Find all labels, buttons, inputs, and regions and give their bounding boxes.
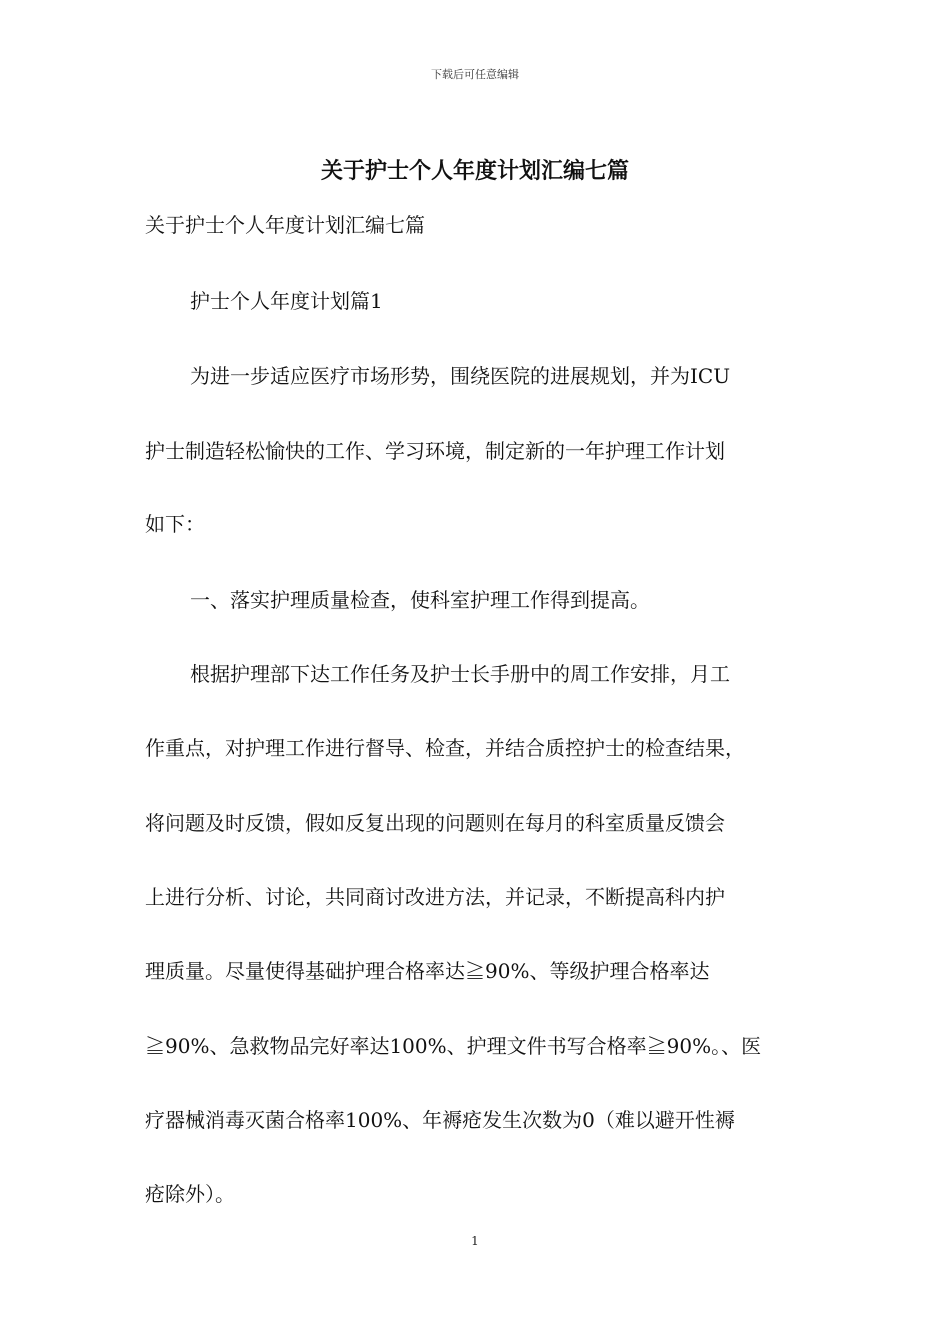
paragraph-line: 为进一步适应医疗市场形势，围绕医院的进展规划，并为ICU	[190, 364, 731, 388]
paragraph-line: 护士制造轻松愉快的工作、学习环境，制定新的一年护理工作计划	[145, 439, 725, 463]
paragraph-line: 作重点，对护理工作进行督导、检查，并结合质控护士的检查结果，	[145, 736, 745, 760]
item-heading: 一、落实护理质量检查，使科室护理工作得到提高。	[190, 588, 650, 612]
paragraph-line: 理质量。尽量使得基础护理合格率达≧90%、等级护理合格率达	[145, 959, 710, 983]
paragraph-line: 疗器械消毒灭菌合格率100%、年褥疮发生次数为0（难以避开性褥	[145, 1108, 735, 1132]
header-note: 下载后可任意编辑	[431, 68, 519, 81]
paragraph-line: 如下：	[145, 512, 205, 536]
paragraph-line: 上进行分析、讨论，共同商讨改进方法，并记录，不断提高科内护	[145, 885, 725, 909]
page-number: 1	[471, 1234, 479, 1248]
section-heading: 护士个人年度计划篇1	[190, 289, 383, 313]
subtitle-line: 关于护士个人年度计划汇编七篇	[145, 213, 425, 237]
paragraph-line: 疮除外）。	[145, 1182, 235, 1206]
paragraph-line: 将问题及时反馈，假如反复出现的问题则在每月的科室质量反馈会	[145, 811, 725, 835]
paragraph-line: ≧90%、急救物品完好率达100%、护理文件书写合格率≧90%。、医	[145, 1034, 762, 1058]
document-title: 关于护士个人年度计划汇编七篇	[320, 158, 629, 184]
paragraph-line: 根据护理部下达工作任务及护士长手册中的周工作安排，月工	[190, 662, 730, 686]
